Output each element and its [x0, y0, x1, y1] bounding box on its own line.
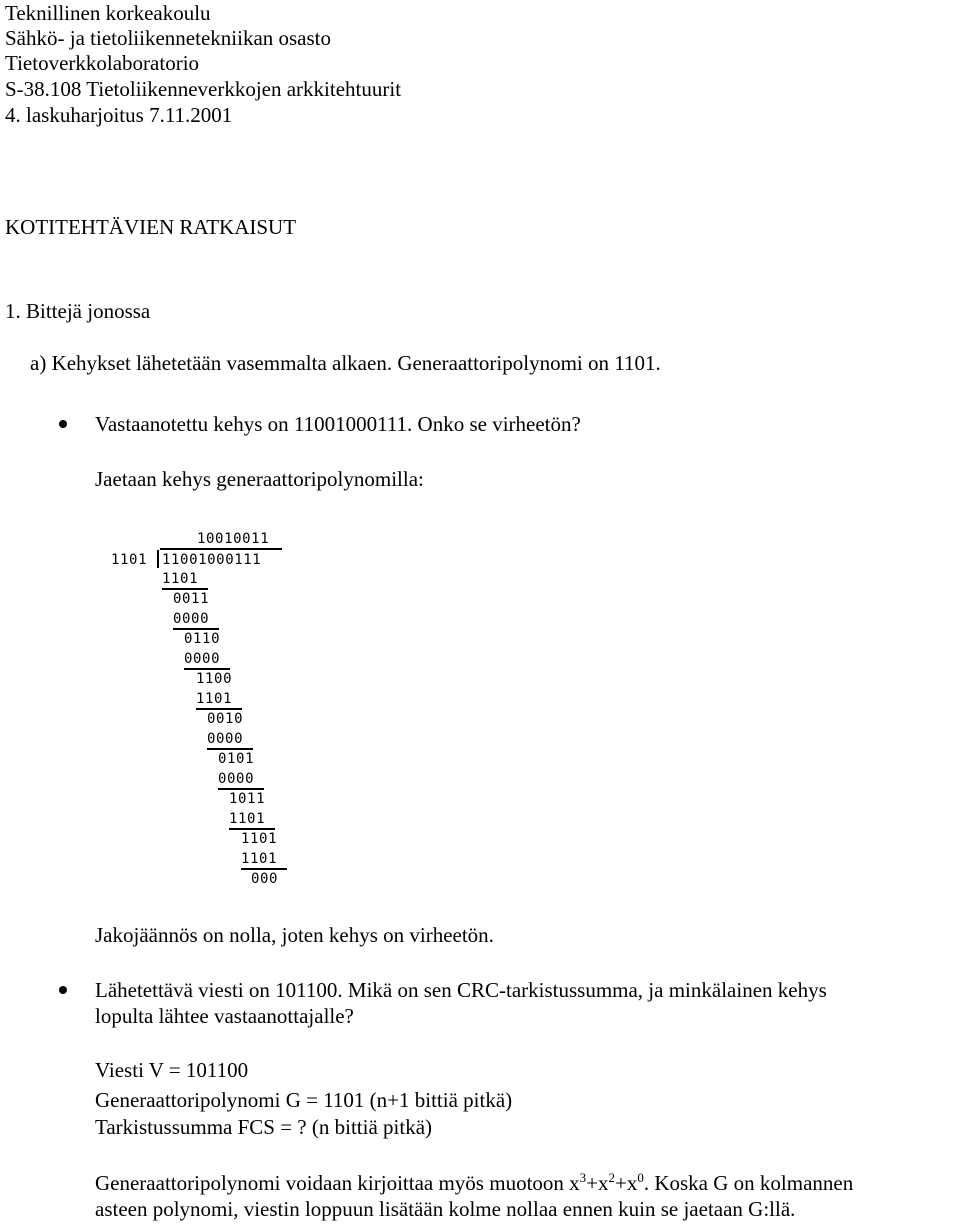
division-top-line	[160, 548, 282, 550]
division-step: 0000	[207, 731, 244, 747]
division-step: 1101	[241, 851, 278, 867]
division-divisor: 1101	[111, 552, 148, 568]
poly-prefix: Generaattoripolynomi voidaan kirjoittaa myös muotoon x	[95, 1171, 580, 1195]
problem-heading: 1. Bittejä jonossa	[5, 299, 151, 323]
division-step: 0000	[173, 611, 210, 627]
page-title: KOTITEHTÄVIEN RATKAISUT	[5, 215, 297, 239]
division-step: 1100	[196, 671, 233, 687]
header-line-3: Tietoverkkolaboratorio	[5, 51, 200, 75]
division-quotient: 10010011	[197, 531, 270, 547]
division-step: 1011	[229, 791, 266, 807]
step-underline	[241, 868, 287, 870]
division-dividend: 11001000111	[162, 552, 262, 568]
step-underline	[196, 708, 242, 710]
division-step: 0101	[218, 751, 255, 767]
def-fcs: Tarkistussumma FCS = ? (n bittiä pitkä)	[95, 1115, 433, 1139]
division-step: 0010	[207, 711, 244, 727]
header-line-5: 4. laskuharjoitus 7.11.2001	[5, 103, 233, 127]
bullet-icon	[59, 420, 67, 428]
poly-exp-3: 0	[637, 1170, 644, 1185]
bullet-icon	[59, 986, 67, 994]
poly-exp-2: 2	[608, 1170, 615, 1185]
poly-line-2: asteen polynomi, viestin loppuun lisätään kolme nollaa ennen kuin se jaetaan G:llä.	[95, 1197, 796, 1221]
division-step: 0011	[173, 591, 210, 607]
step-underline	[184, 668, 230, 670]
step-underline	[207, 748, 253, 750]
step-underline	[218, 788, 264, 790]
step-underline	[173, 628, 219, 630]
step-underline	[162, 588, 208, 590]
division-step: 0000	[218, 771, 255, 787]
division-step: 1101	[241, 831, 278, 847]
division-step: 1101	[196, 691, 233, 707]
division-step: 0110	[184, 631, 221, 647]
poly-plus-1: +x	[586, 1171, 609, 1195]
division-remainder: 000	[251, 871, 279, 887]
poly-plus-2: +x	[615, 1171, 638, 1195]
def-message: Viesti V = 101100	[95, 1058, 249, 1082]
division-step: 1101	[162, 571, 199, 587]
result-text: Jakojäännös on nolla, joten kehys on virheetön.	[95, 923, 494, 947]
part-a-text: a) Kehykset lähetetään vasemmalta alkaen. Generaattoripolynomi on 1101.	[30, 351, 661, 375]
header-line-1: Teknillinen korkeakoulu	[5, 1, 211, 25]
divide-intro: Jaetaan kehys generaattoripolynomilla:	[95, 467, 424, 491]
step-underline	[229, 828, 275, 830]
poly-exp-1: 3	[579, 1170, 587, 1185]
def-generator: Generaattoripolynomi G = 1101 (n+1 bittiä pitkä)	[95, 1088, 513, 1112]
poly-line-1	[95, 1170, 853, 1196]
bullet-1-text: Vastaanotettu kehys on 11001000111. Onko se virheetön?	[95, 412, 581, 436]
division-bracket	[157, 550, 159, 568]
poly-suffix: . Koska G on kolmannen	[643, 1171, 854, 1195]
division-step: 1101	[229, 811, 266, 827]
header-line-4: S-38.108 Tietoliikenneverkkojen arkkitehtuurit	[5, 77, 402, 101]
bullet-2-line-2: lopulta lähtee vastaanottajalle?	[95, 1004, 354, 1028]
division-step: 0000	[184, 651, 221, 667]
bullet-2-line-1: Lähetettävä viesti on 101100. Mikä on sen CRC-tarkistussumma, ja minkälainen kehys	[95, 978, 827, 1002]
header-line-2: Sähkö- ja tietoliikennetekniikan osasto	[5, 26, 332, 50]
